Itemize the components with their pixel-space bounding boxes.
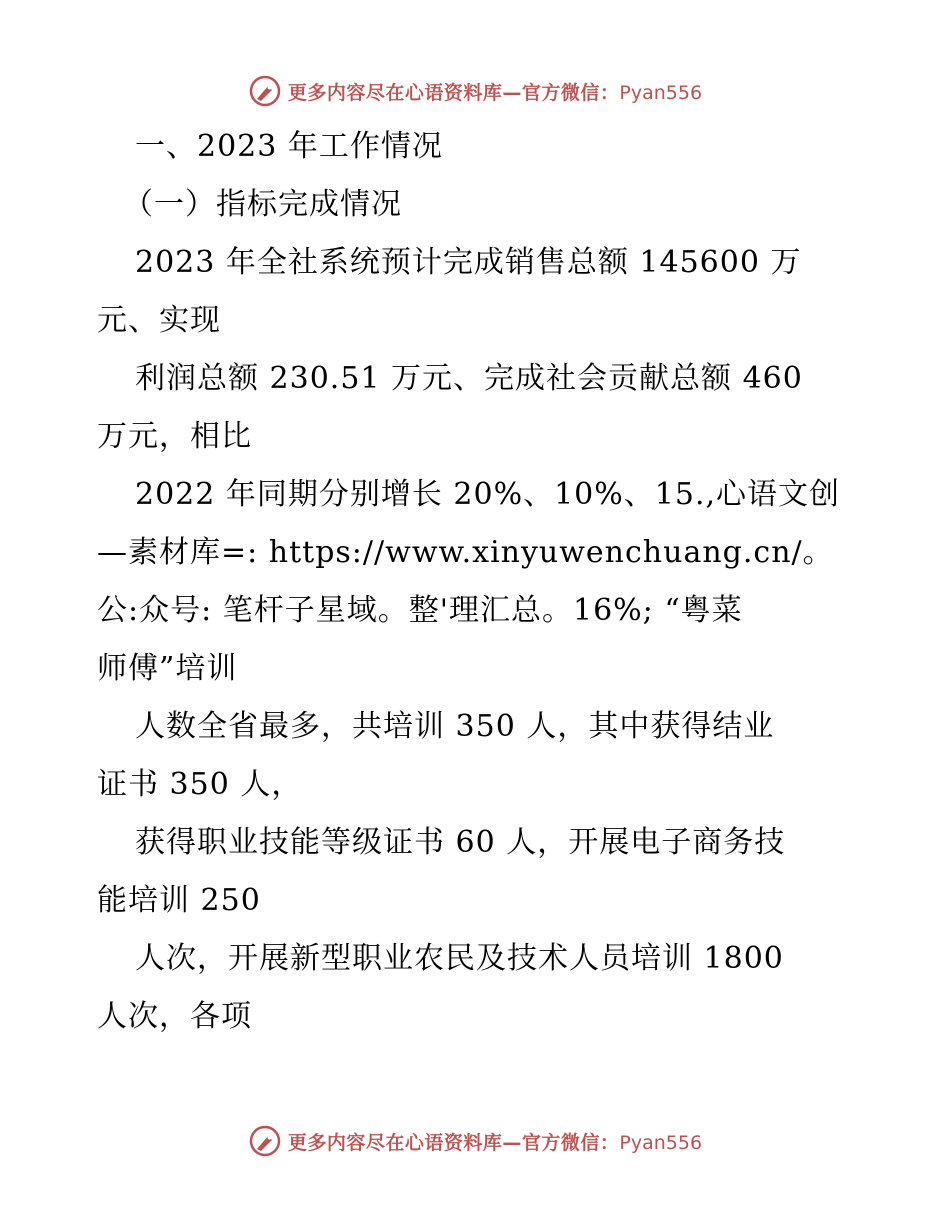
watermark-text: 更多内容尽在心语资料库—官方微信： [287,81,620,104]
paragraph-line: 2022 年同期分别增长 20%、10%、15.,心语文创 [135,477,841,512]
paragraph-line: 获得职业技能等级证书 60 人，开展电子商务技 [135,825,786,860]
watermark-wechat-id: Pyan556 [619,1131,703,1154]
paragraph-line: 人数全省最多，共培训 350 人，其中获得结业 [135,709,775,744]
paragraph-line: 公:众号: 笔杆子星域。整'理汇总。16%; “粤菜 [97,593,743,628]
paragraph-line: 人次，各项 [97,999,252,1034]
watermark-wechat-id: Pyan556 [619,81,703,104]
pen-nib-logo-icon [248,1124,282,1158]
paragraph-line: 人次，开展新型职业农民及技术人员培训 1800 [135,941,784,976]
paragraph-line: 元、实现 [97,303,221,338]
subsection-heading: （一）指标完成情况 [123,187,402,222]
paragraph-line: 利润总额 230.51 万元、完成社会贡献总额 460 [135,361,803,396]
paragraph-line: 师傅”培训 [97,651,238,686]
paragraph-line: 2023 年全社系统预计完成销售总额 145600 万 [135,245,802,280]
pen-nib-logo-icon [248,74,282,108]
section-heading: 一、2023 年工作情况 [135,129,443,164]
document-body [97,118,857,1046]
header-watermark [0,71,950,111]
paragraph-line: 能培训 250 [97,883,261,918]
paragraph-line: —素材库=: https://www.xinyuwenchuang.cn/。 [97,535,834,570]
footer-watermark [0,1121,950,1161]
paragraph-line: 证书 350 人， [97,767,303,802]
paragraph-line: 万元，相比 [97,419,252,454]
watermark-text: 更多内容尽在心语资料库—官方微信： [287,1131,620,1154]
